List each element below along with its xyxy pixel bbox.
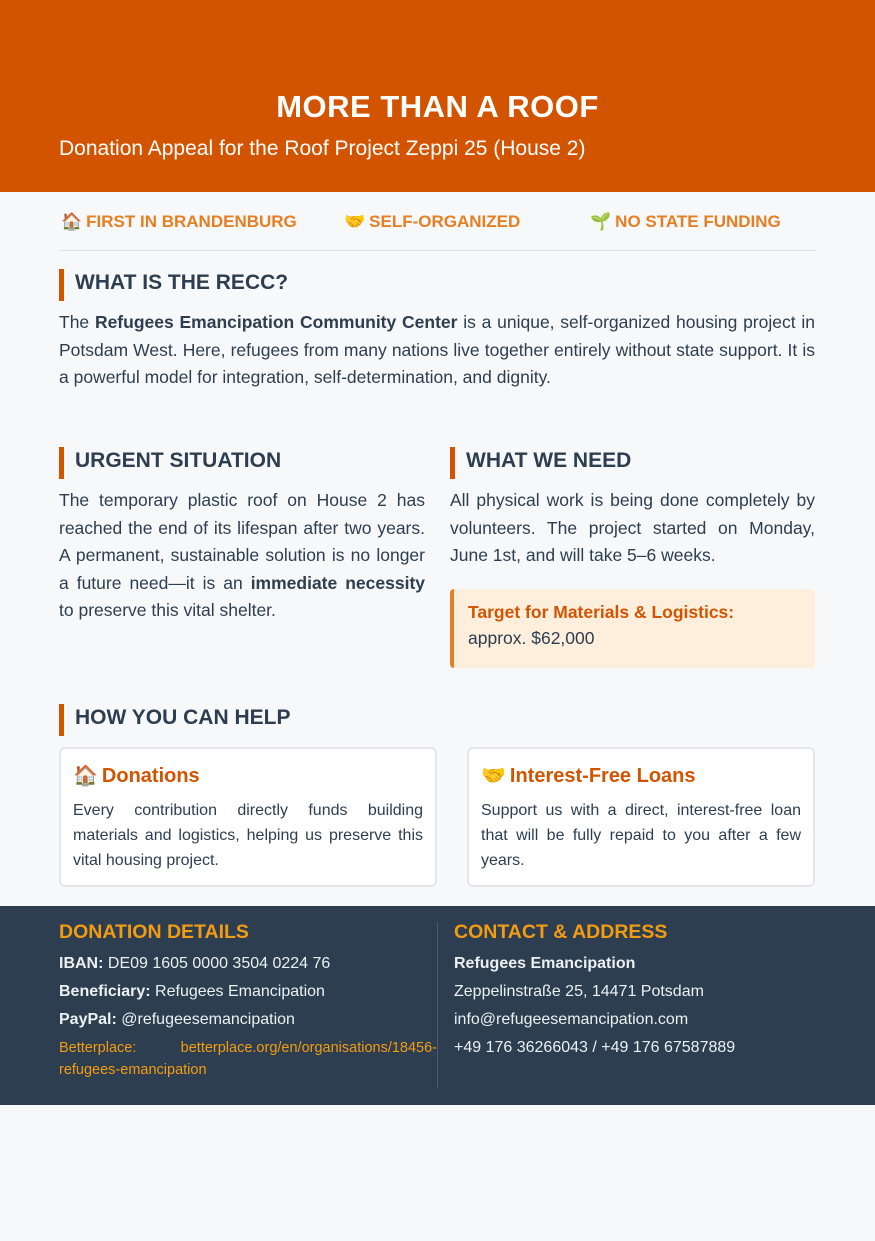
iban-value: DE09 1605 0000 3504 0224 76 (103, 955, 331, 972)
section-what-is-recc (59, 269, 815, 392)
betterplace-link[interactable]: Betterplace: betterplace.org/en/organisations/18456-refugees-emancipation (59, 1040, 437, 1078)
header-banner (0, 0, 875, 192)
paypal-label: PayPal: (59, 1011, 117, 1028)
bold-text: immediate necessity (250, 572, 426, 593)
badge-row (59, 192, 816, 251)
section-what-we-need (450, 447, 815, 668)
paypal-value: @refugeesemancipation (116, 1011, 295, 1028)
paypal-line (59, 1006, 437, 1034)
badge-first-in-brandenburg (61, 212, 297, 232)
contact-address (454, 920, 824, 1062)
section-how-you-can-help (59, 704, 815, 887)
card-text: Every contribution directly funds building materials and logistics, helping us preserve this vital housing project. (73, 802, 423, 869)
beneficiary-line (59, 978, 437, 1006)
card-title-text: Donations (101, 765, 200, 787)
section-title: HOW YOU CAN HELP (59, 704, 815, 736)
text-span: The temporary plastic roof on House 2 has reached the end of its lifespan after two years. A permanent, sustainable solution is no longer a future need—it is an (59, 490, 425, 593)
target-value: approx. $62,000 (468, 627, 595, 648)
handshake-icon: 🤝 (481, 763, 506, 787)
badge-label: SELF-ORGANIZED (369, 212, 521, 231)
footer-divider (437, 922, 438, 1089)
card-title (481, 761, 801, 790)
seedling-icon: 🌱 (590, 212, 612, 232)
badge-no-state-funding (590, 212, 781, 232)
bold-text: Refugees Emancipation Community Center (94, 312, 458, 332)
text-span: The (59, 312, 95, 332)
house-icon: 🏠 (61, 212, 83, 232)
card-title (73, 761, 423, 790)
section-title: WHAT IS THE RECC? (59, 269, 815, 301)
contact-phone[interactable]: +49 176 36266043 / +49 176 67587889 (454, 1039, 736, 1056)
text-span: to preserve this vital shelter. (59, 600, 276, 621)
contact-email[interactable]: info@refugeesemancipation.com (454, 1011, 689, 1028)
urgent-paragraph (59, 487, 425, 625)
donation-details (59, 920, 437, 1081)
org-name: Refugees Emancipation (454, 955, 636, 972)
card-interest-free-loans (467, 747, 815, 887)
card-text: Support us with a direct, interest-free loan that will be fully repaid to you after a few years. (481, 802, 801, 869)
target-box (450, 589, 815, 668)
target-label: Target for Materials & Logistics: (468, 601, 735, 622)
handshake-icon: 🤝 (344, 212, 366, 232)
help-cards (59, 747, 815, 887)
section-title: URGENT SITUATION (59, 447, 425, 479)
donation-details-title: DONATION DETAILS (59, 921, 249, 943)
badge-label: NO STATE FUNDING (615, 212, 781, 231)
house-icon: 🏠 (73, 763, 98, 787)
iban-line (59, 950, 437, 978)
contact-name (454, 950, 824, 978)
contact-title: CONTACT & ADDRESS (454, 921, 668, 943)
page-subtitle: Donation Appeal for the Roof Project Zeppi 25 (House 2) (59, 137, 586, 160)
beneficiary-label: Beneficiary: (59, 983, 151, 1000)
badge-label: FIRST IN BRANDENBURG (86, 212, 297, 231)
iban-label: IBAN: (59, 955, 104, 972)
need-paragraph: All physical work is being done completely by volunteers. The project started on Monday, June 1st, and will take 5–6 weeks. (450, 490, 815, 566)
contact-address-line: Zeppelinstraße 25, 14471 Potsdam (454, 983, 704, 1000)
beneficiary-value: Refugees Emancipation (150, 983, 325, 1000)
badge-self-organized (344, 212, 520, 232)
text-span: is a unique, self-organized housing project in Potsdam West. Here, refugees from many nations live together entirely without state support. It is a powerful model for integration, self-determination, and dignity. (59, 312, 815, 388)
card-donations (59, 747, 437, 887)
section-urgent-situation (59, 447, 425, 625)
page-title: MORE THAN A ROOF (276, 89, 599, 124)
section-title: WHAT WE NEED (450, 447, 815, 479)
card-title-text: Interest-Free Loans (509, 765, 696, 787)
footer (0, 906, 875, 1105)
recc-paragraph (59, 309, 815, 392)
